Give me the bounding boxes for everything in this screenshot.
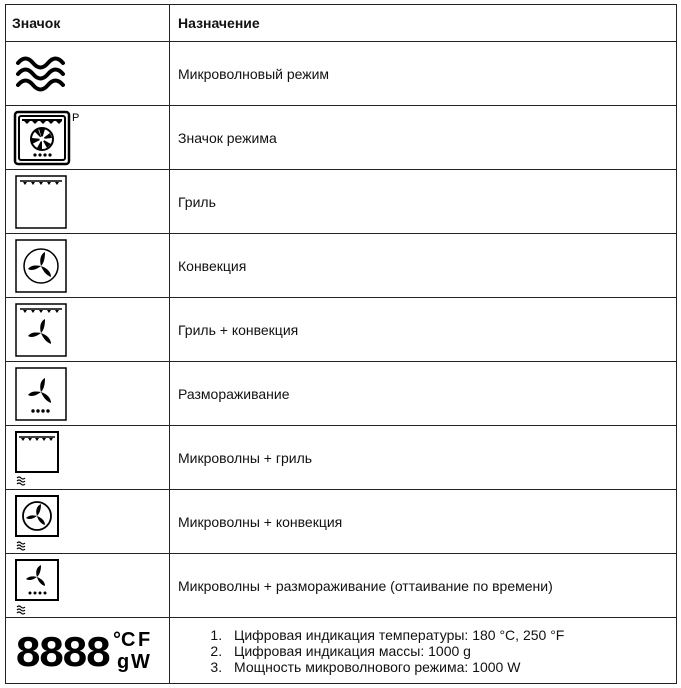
unit-gram: g xyxy=(117,651,130,673)
table-row xyxy=(6,618,677,684)
grill-convection-icon xyxy=(11,301,71,359)
table-row xyxy=(6,426,677,490)
list-item: 2. Цифровая индикация массы: 1000 g xyxy=(226,643,676,659)
icon-legend-table xyxy=(5,4,677,684)
digital-display-icon xyxy=(11,620,161,680)
row-label: Микроволны + конвекция xyxy=(170,490,677,554)
mode-letter: P xyxy=(72,112,80,124)
table-row xyxy=(6,234,677,298)
table-row xyxy=(6,298,677,362)
unit-watt: W xyxy=(131,651,150,673)
table-row xyxy=(6,362,677,426)
row-label: Микроволны + размораживание (оттаивание по времени) xyxy=(170,554,677,618)
mode-indicator-icon xyxy=(11,109,81,167)
row-label: Гриль + конвекция xyxy=(170,298,677,362)
row-label: Конвекция xyxy=(170,234,677,298)
header-purpose: Назначение xyxy=(170,5,677,42)
unit-celsius: °C xyxy=(113,629,136,651)
row-label: Гриль xyxy=(170,170,677,234)
row-label: Размораживание xyxy=(170,362,677,426)
microwave-grill-icon xyxy=(11,429,71,487)
row-label: Значок режима xyxy=(170,106,677,170)
list-item: 3. Мощность микроволнового режима: 1000 W xyxy=(226,659,676,675)
table-row xyxy=(6,42,677,106)
table-row xyxy=(6,106,677,170)
table-row xyxy=(6,554,677,618)
defrost-icon xyxy=(11,365,71,423)
convection-icon xyxy=(11,237,71,295)
table-header-row xyxy=(6,5,677,42)
display-info-list xyxy=(178,627,676,675)
list-item: 1. Цифровая индикация температуры: 180 °C, 250 °F xyxy=(226,627,676,643)
row-label: Микроволны + гриль xyxy=(170,426,677,490)
table-row xyxy=(6,170,677,234)
display-digits: 8888 xyxy=(15,630,109,680)
microwave-convection-icon xyxy=(11,493,71,551)
unit-fahrenheit: F xyxy=(138,629,151,651)
header-icon: Значок xyxy=(6,5,170,42)
grill-icon xyxy=(11,173,71,231)
row-label: Микроволновый режим xyxy=(170,42,677,106)
table-row xyxy=(6,490,677,554)
microwave-waves-icon xyxy=(11,45,71,101)
microwave-defrost-icon xyxy=(11,557,71,615)
